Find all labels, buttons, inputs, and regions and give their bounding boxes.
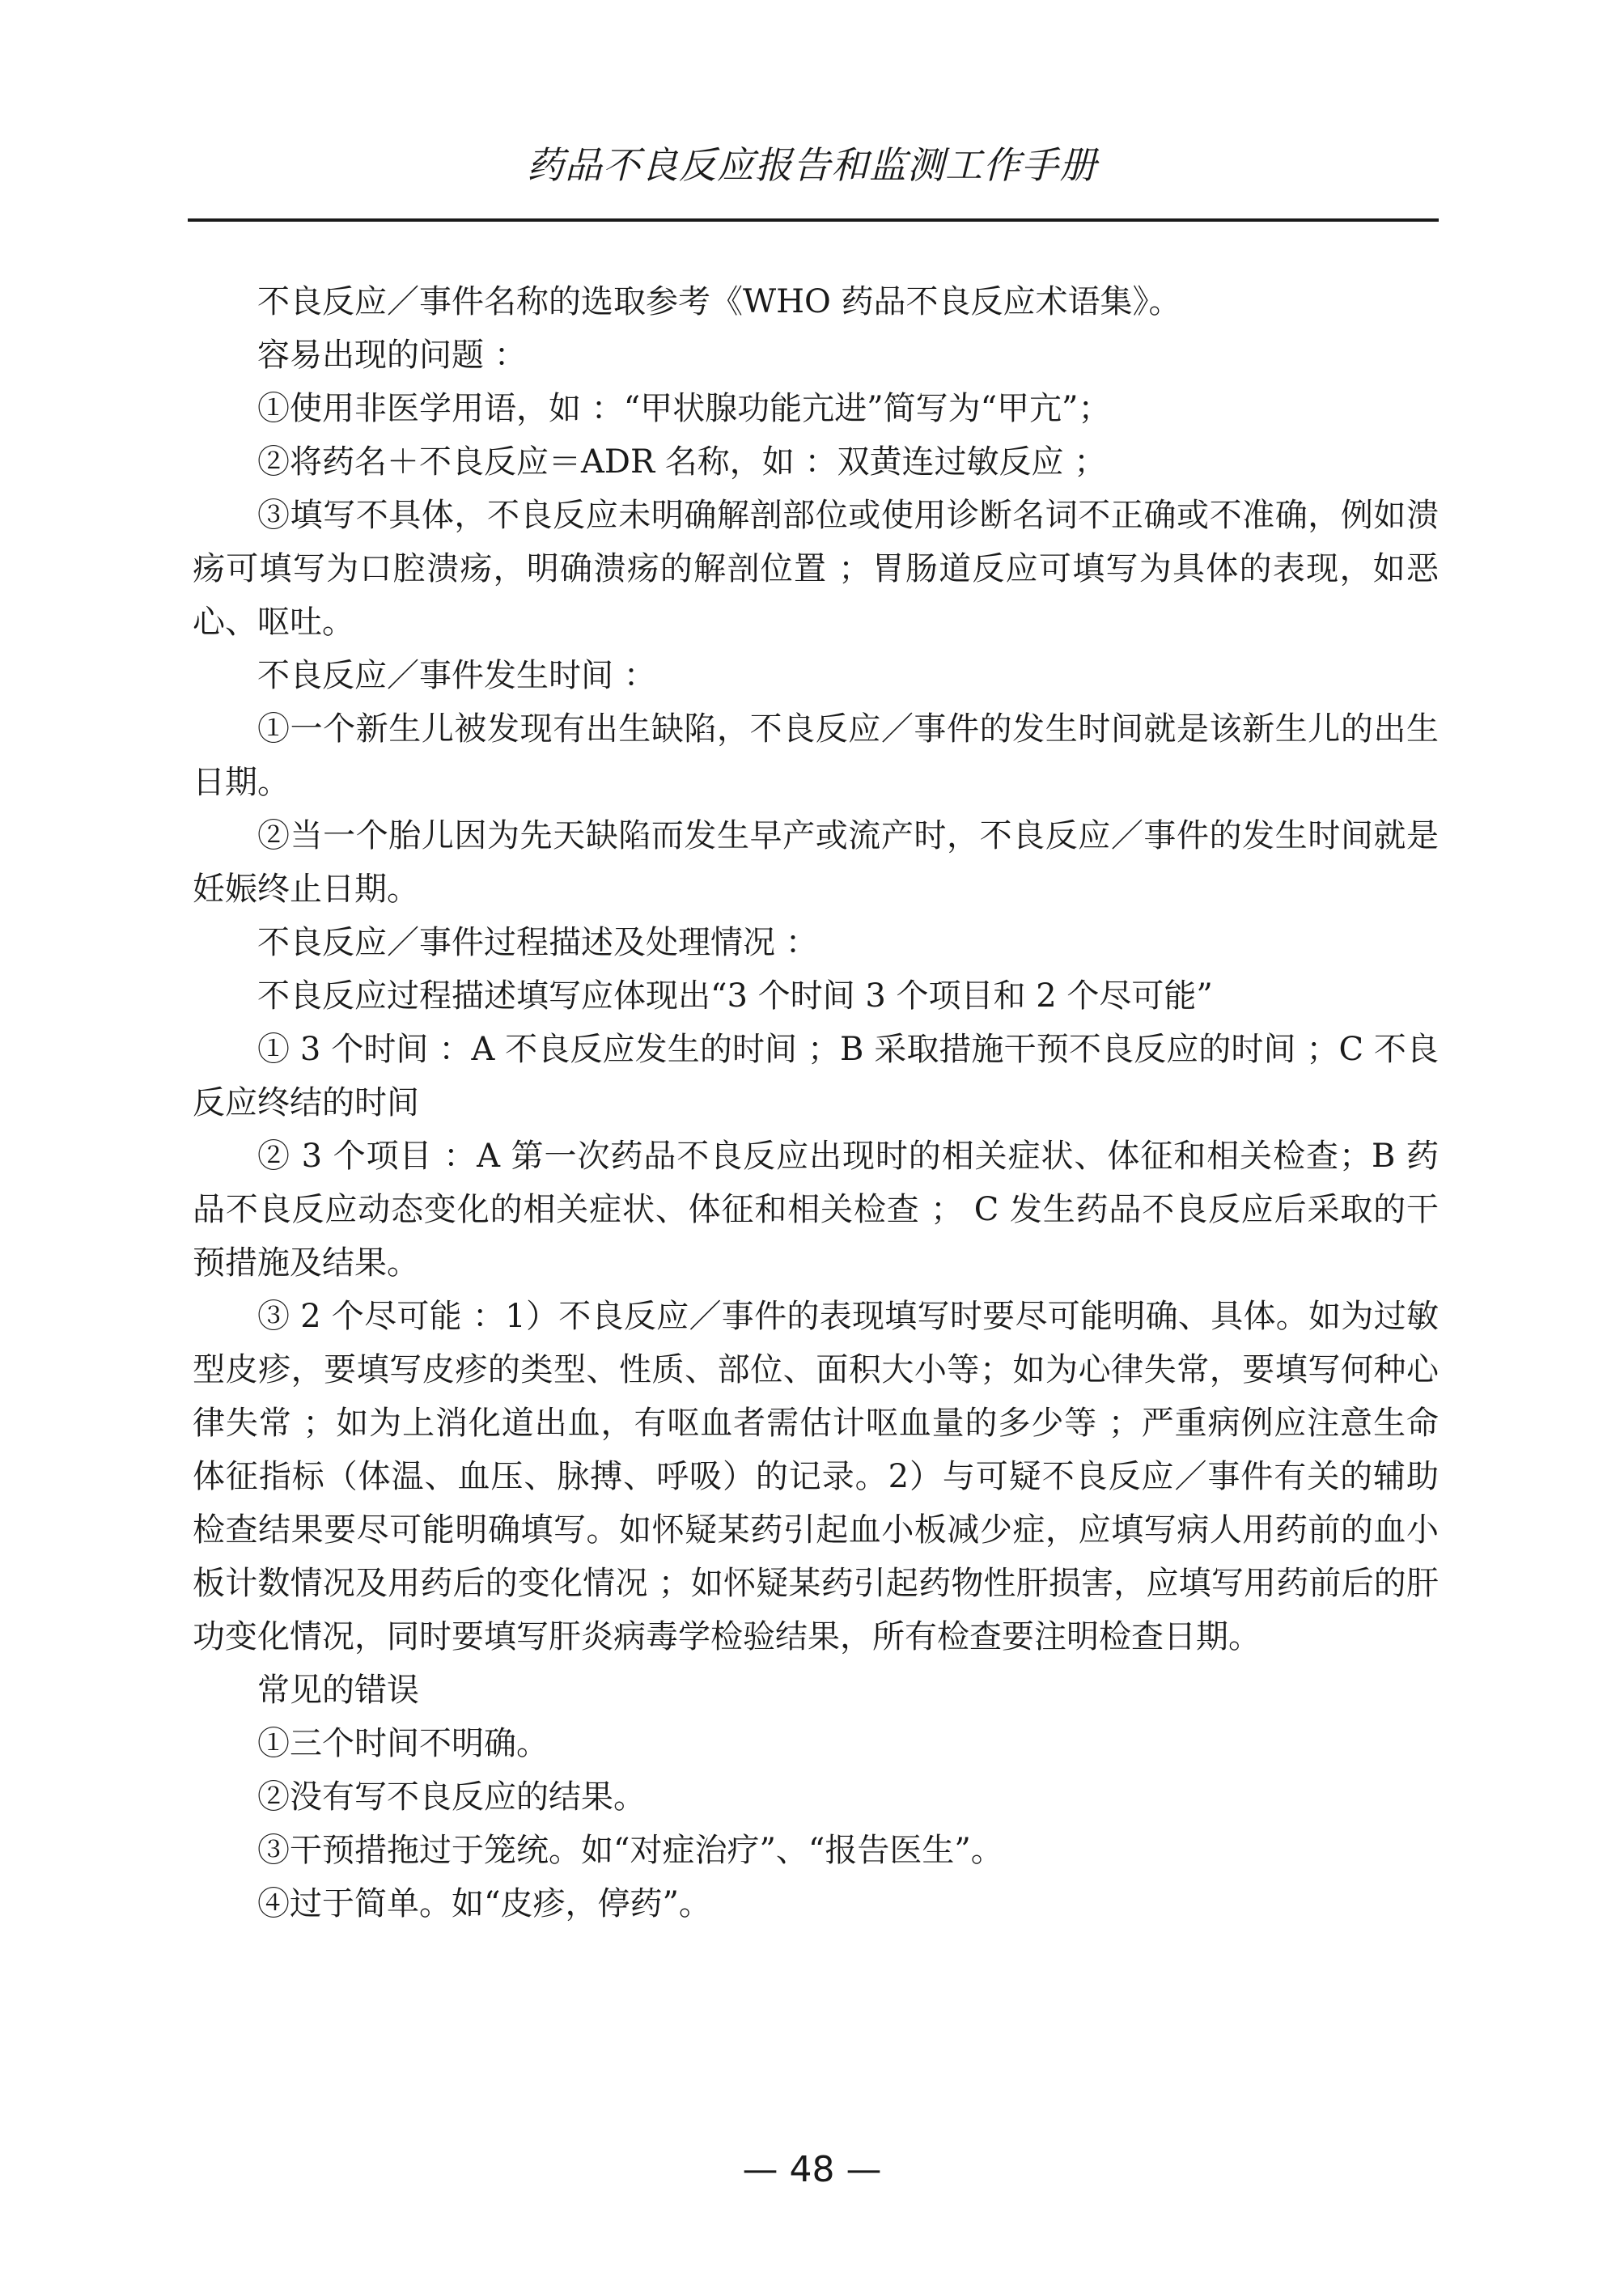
paragraph-error-4: ④过于简单。如“皮疹，停药”。 (257, 1885, 711, 1922)
paragraph-error-1: ①三个时间不明确。 (257, 1725, 549, 1762)
paragraph-error-3: ③干预措拖过于笼统。如“对症治疗”、“报告医生”。 (257, 1832, 1003, 1869)
paragraph-three-times: ① 3 个时间 ：A 不良反应发生的时间 ；B 采取措施干预不良反应的时间 ；C 不良反应终结的时间 (193, 1031, 1439, 1121)
paragraph-error-2: ②没有写不良反应的结果。 (257, 1778, 646, 1816)
paragraph-problem-1: ①使用非医学用语，如 ：“甲状腺功能亢进”简写为“甲亢”； (257, 390, 1111, 427)
paragraph-three-items: ② 3 个项目 ：A 第一次药品不良反应出现时的相关症状、体征和相关检查；B 药品不良反应动态变化的相关症状、体征和相关检查 ； C 发生药品不良反应后采取的干预措施及结果。 (193, 1138, 1439, 1282)
paragraph-time-1: ①一个新生儿被发现有出生缺陷，不良反应／事件的发生时间就是该新生儿的出生日期。 (193, 710, 1439, 801)
paragraph-process-summary: 不良反应过程描述填写应体现出“3 个时间 3 个项目和 2 个尽可能” (257, 977, 1213, 1015)
paragraph-process-description-title: 不良反应／事件过程描述及处理情况 ： (257, 924, 818, 961)
heading-common-problems: 容易出现的问题 ： (257, 337, 527, 374)
heading-common-errors: 常见的错误 (257, 1672, 419, 1709)
header-divider (188, 218, 1439, 222)
running-header-title: 药品不良反应报告和监测工作手册 (527, 143, 1097, 187)
paragraph-problem-2: ②将药名＋不良反应＝ADR 名称，如 ：双黄连过敏反应 ； (257, 443, 1107, 481)
paragraph-problem-3: ③填写不具体，不良反应未明确解剖部位或使用诊断名词不正确或不准确，例如溃疡可填写为口腔溃疡，明确溃疡的解剖位置 ；胃肠道反应可填写为具体的表现，如恶心、呕吐。 (193, 497, 1439, 641)
paragraph-term-reference: 不良反应／事件名称的选取参考《WHO 药品不良反应术语集》。 (257, 283, 1181, 320)
paragraph-time-2: ②当一个胎儿因为先天缺陷而发生早产或流产时，不良反应／事件的发生时间就是妊娠终止日期。 (193, 817, 1439, 908)
page-number: — 48 — (742, 2149, 882, 2190)
paragraph-two-as-possible: ③ 2 个尽可能 ：1）不良反应／事件的表现填写时要尽可能明确、具体。如为过敏型皮疹，要填写皮疹的类型、性质、部位、面积大小等；如为心律失常，要填写何种心律失常 ；如为上消化道出血，有呕血者需估计呕血量的多少等 ；严重病例应注意生命体征指标（体温、血压、脉搏、呼吸）的记录。2）与可疑不良反应／事件有关的辅助检查结果要尽可能明确填写。如怀疑某药引起血小板减少症，应填写病人用药前的血小板计数情况及用药后的变化情况 ；如怀疑某药引起药物性肝损害，应填写用药前后的肝功变化情况，同时要填写肝炎病毒学检验结果，所有检查要注明检查日期。 (193, 1298, 1439, 1655)
heading-occurrence-time: 不良反应／事件发生时间 ： (257, 657, 656, 694)
page-body (193, 275, 1439, 1931)
